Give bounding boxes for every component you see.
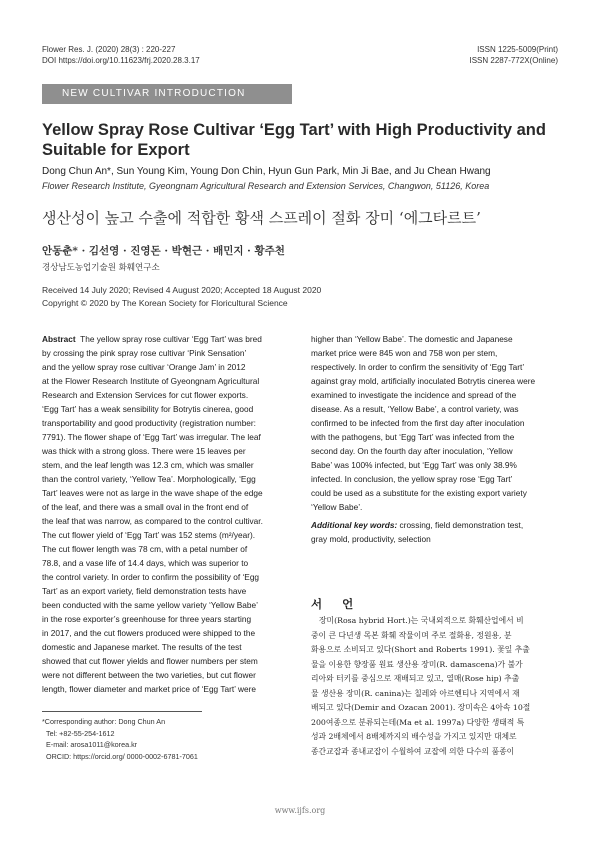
- paper-title: [42, 120, 562, 160]
- issn-print: ISSN 1225-5009(Print): [477, 45, 558, 54]
- abstract-line: by crossing the pink spray rose cultivar ‘Pink Sensation’: [42, 348, 247, 358]
- keywords-line: Additional key words: crossing, field demonstration test,: [311, 520, 524, 530]
- doi-link[interactable]: DOI https://doi.org/10.11623/frj.2020.28.3.17: [42, 56, 200, 65]
- abstract-line: Tart’ leaves were not as large in the wave shape of the edge: [42, 488, 263, 498]
- author-tel: Tel: +82-55-254-1612: [46, 728, 115, 738]
- author-orcid[interactable]: ORCID: https://orcid.org/ 0000-0002-6781-7061: [46, 751, 198, 761]
- abstract-line: ‘Egg Tart’ has a weak sensibility for Botrytis cinerea, good: [42, 404, 254, 414]
- abstract-line: Abstract The yellow spray rose cultivar ‘Egg Tart’ was bred: [42, 334, 262, 344]
- intro-line: 장미(Rosa hybrid Hort.)는 국내외적으로 화훼산업에서 비: [319, 616, 524, 625]
- abstract-line: respectively. In order to confirm the sensitivity of ‘Egg Tart’: [311, 362, 525, 372]
- authors: Dong Chun An*, Sun Young Kim, Young Don Chin, Hyun Gun Park, Min Ji Bae, and Ju Chean Hwang: [42, 166, 491, 177]
- intro-line: 배되고 있다(Demir and Ozacan 2001). 장미속은 4아속 10절: [311, 703, 531, 712]
- keywords: [311, 518, 561, 546]
- abstract-continued: [311, 332, 561, 546]
- abstract-line: the control variety. In order to confirm the possibility of ‘Egg: [42, 572, 260, 582]
- intro-line: 종간교잡과 종내교잡이 수월하여 교잡에 의한 다수의 품종이: [311, 746, 515, 756]
- abstract-line: length, flower diameter and market price of ‘Egg Tart’ were: [42, 684, 256, 694]
- corresponding-author: *Corresponding author: Dong Chun An: [42, 717, 166, 726]
- paper-title-line1: Yellow Spray Rose Cultivar ‘Egg Tart’ with High Productivity and: [42, 121, 546, 139]
- abstract-line: infected. In conclusion, the yellow spray rose ‘Egg Tart’: [311, 474, 513, 484]
- abstract-line: disease. As a result, ‘Yellow Babe’, a control variety, was: [311, 404, 519, 414]
- issn-online: ISSN 2287-772X(Online): [469, 56, 558, 65]
- abstract-line: than the control variety, ‘Yellow Tea’. Morphologically, ‘Egg: [42, 474, 256, 484]
- journal-citation: Flower Res. J. (2020) 28(3) : 220-227: [42, 45, 176, 54]
- affiliation: Flower Research Institute, Gyeongnam Agricultural Research and Extension Services, Changwon, 51126, Korea: [42, 181, 490, 191]
- footnote-divider: [42, 711, 202, 712]
- abstract-line: in the rose exporter’s greenhouse for three years starting: [42, 614, 252, 624]
- author-email[interactable]: E-mail: arosa1011@korea.kr: [46, 740, 138, 749]
- intro-heading: 서 언: [311, 597, 362, 611]
- intro-line: 성과 2배체에서 8배체까지의 배수성을 가지고 있지만 대체로: [311, 732, 517, 741]
- abstract-line: Babe’ was 100% infected, but ‘Egg Tart’ was only 38.9%: [311, 460, 517, 470]
- received-dates: Received 14 July 2020; Revised 4 August 2020; Accepted 18 August 2020: [42, 285, 322, 295]
- korean-affiliation: 경상남도농업기술원 화훼연구소: [42, 263, 160, 273]
- abstract-line: and the yellow spray rose cultivar ‘Orange Jam’ in 2012: [42, 362, 246, 372]
- abstract-line: Research and Extension Services for cut flower exports.: [42, 390, 249, 400]
- intro-line: 물 생산용 장미(R. canina)는 칠레와 아르헨티나 지역에서 재: [311, 688, 520, 698]
- intro-line: 물을 이용한 향장품 원료 생산용 장미(R. damascena)가 불가: [311, 659, 523, 669]
- keywords-line: gray mold, productivity, selection: [311, 534, 431, 544]
- abstract-line: 78.8, and a vase life of 14.4 days, which was superior to: [42, 558, 249, 568]
- abstract-line: Tart’ as an export variety, field demonstration tests have: [42, 586, 247, 596]
- abstract-line: been conducted with the same yellow variety ‘Yellow Babe’: [42, 600, 258, 610]
- korean-authors: 안동춘* · 김선영 · 진영돈 · 박현근 · 배민지 · 황주천: [42, 245, 285, 257]
- section-band: NEW CULTIVAR INTRODUCTION: [42, 84, 292, 104]
- intro-line: 리아와 터키를 중심으로 재배되고 있고, 열매(Rose hip) 추출: [311, 674, 520, 683]
- keywords-label: Additional key words:: [311, 520, 398, 530]
- korean-title: 생산성이 높고 수출에 적합한 황색 스프레이 절화 장미 ‘에그타르트’: [42, 209, 481, 227]
- footnote: [42, 716, 198, 762]
- abstract-line: stem, and the leaf length was 12.3 cm, which was smaller: [42, 460, 254, 470]
- abstract-line: the leaf that was narrow, as compared to the control cultivar.: [42, 516, 263, 526]
- abstract-line: in 2017, and the cut flowers produced were shipped to the: [42, 628, 256, 638]
- abstract-line: showed that cut flower yields and flower numbers per stem: [42, 656, 258, 666]
- abstract-line: second day. On the fourth day after inoculation, ‘Yellow: [311, 446, 513, 456]
- abstract-line: market price were 845 won and 758 won per stem,: [311, 348, 498, 358]
- abstract-line: at the Flower Research Institute of Gyeongnam Agricultural: [42, 376, 260, 386]
- abstract-line: with the pathogens, but ‘Egg Tart’ was infected from the: [311, 432, 515, 442]
- intro-line: 중이 큰 다년생 목본 화훼 작물이며 주로 절화용, 정원용, 분: [311, 630, 512, 640]
- introduction: [311, 614, 561, 759]
- paper-title-line2: Suitable for Export: [42, 141, 190, 159]
- abstract-line: The cut flower yield of ‘Egg Tart’ was 152 stems (m²/year).: [42, 530, 256, 540]
- abstract-line: higher than ‘Yellow Babe’. The domestic and Japanese: [311, 334, 513, 344]
- abstract-label: Abstract: [42, 334, 76, 344]
- intro-line: 200여종으로 분류되는데(Ma et al. 1997a) 다양한 생태적 특: [311, 717, 525, 727]
- abstract-line: were not different between the two varieties, but cut flower: [42, 670, 256, 680]
- abstract: [42, 332, 294, 696]
- abstract-line: was thick with a strong gloss. There were 15 leaves per: [42, 446, 246, 456]
- abstract-line: confirmed to be infected from the first day after inoculation: [311, 418, 525, 428]
- abstract-line: ‘Yellow Babe’.: [311, 502, 363, 512]
- page-footer[interactable]: www.ijfs.org: [274, 806, 326, 815]
- copyright: Copyright © 2020 by The Korean Society for Floricultural Science: [42, 298, 288, 308]
- abstract-line: 7791). The flower shape of ‘Egg Tart’ was irregular. The leaf: [42, 432, 261, 442]
- abstract-line: could be used as a substitute for the existing export variety: [311, 488, 527, 498]
- abstract-line: against gray mold, artificially inoculated Botrytis cinerea were: [311, 376, 536, 386]
- abstract-line: The cut flower length was 78 cm, with a petal number of: [42, 544, 248, 554]
- intro-line: 화용으로 소비되고 있다(Short and Roberts 1991). 꽃잎 추출: [311, 645, 530, 654]
- abstract-line: transportability and good productivity (registration number:: [42, 418, 256, 428]
- abstract-line: examined to investigate the incidence and spread of the: [311, 390, 517, 400]
- abstract-line: domestic and Japanese market. The results of the test: [42, 642, 242, 652]
- abstract-line: of the leaf, and there was a small oval in the front end of: [42, 502, 249, 512]
